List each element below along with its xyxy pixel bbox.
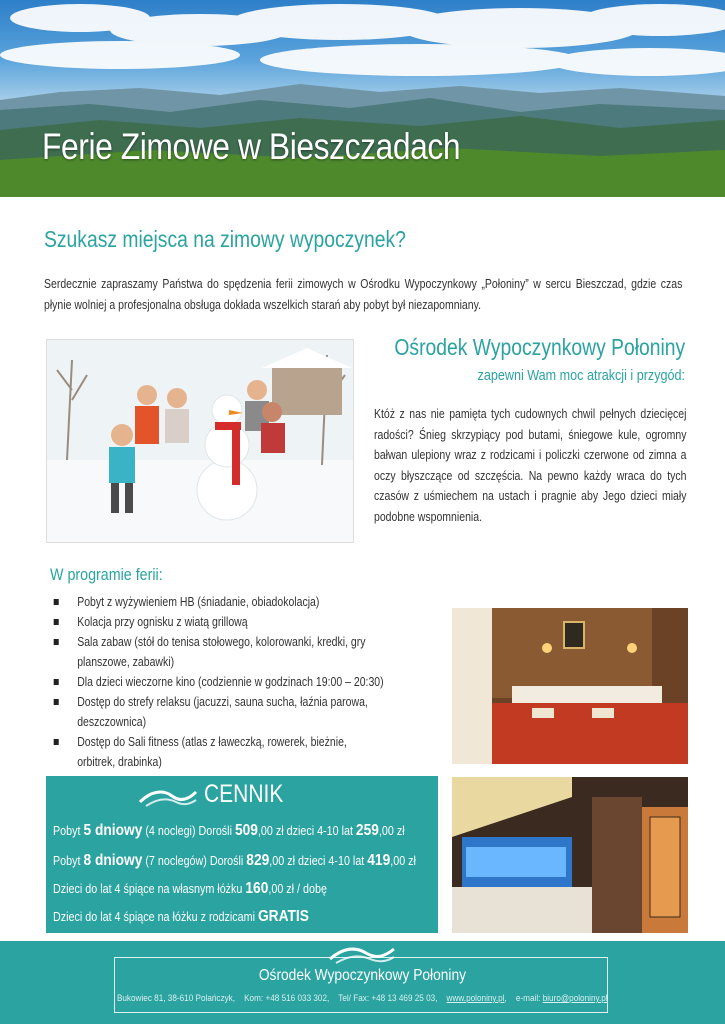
wave-logo-icon bbox=[138, 786, 198, 808]
list-item: Dostęp do strefy relaksu (jacuzzi, sauna sucha, łaźnia parowa, deszczownica) bbox=[52, 692, 371, 732]
footer bbox=[0, 941, 725, 1024]
footer-email-label: e-mail: bbox=[516, 993, 541, 1004]
page-title: Ferie Zimowe w Bieszczadach bbox=[42, 126, 461, 167]
list-item: Sala zabaw (stół do tenisa stołowego, kolorowanki, kredki, gry planszowe, zabawki) bbox=[52, 632, 371, 672]
bedroom-illustration bbox=[452, 608, 688, 764]
footer-company-name: Ośrodek Wypoczynkowy Połoniny bbox=[258, 967, 467, 984]
list-item: Kolacja przy ognisku z wiatą grillową bbox=[52, 612, 405, 632]
resort-subtitle: zapewni Wam moc atrakcji i przygód: bbox=[477, 367, 685, 384]
footer-tel-fax: Tel/ Fax: +48 13 469 25 03, bbox=[338, 993, 438, 1004]
list-item: Dostęp do Sali fitness (atlas z ławeczką, rowerek, bieżnie, orbitrek, drabinka) bbox=[52, 732, 354, 772]
resort-title: Ośrodek Wypoczynkowy Połoniny bbox=[394, 334, 685, 360]
footer-address: Bukowiec 81, 38-610 Polańczyk, bbox=[117, 993, 236, 1004]
header-banner bbox=[0, 0, 725, 197]
wave-logo-icon bbox=[326, 943, 398, 965]
program-title: W programie ferii: bbox=[50, 565, 163, 584]
hotel-room-photo bbox=[452, 608, 688, 764]
spa-photo bbox=[452, 777, 688, 933]
intro-text: Serdecznie zapraszamy Państwa do spędzenia ferii zimowych w Ośrodku Wypoczynkowy „Połoniny” w sercu Bieszczad, gdzie czas płynie wolniej a profesjonalna obsługa dokłada wszelkich starań aby pobyt był niezapomniany. bbox=[44, 277, 683, 312]
resort-paragraph: Któż z nas nie pamięta tych cudownych chwil pełnych dziecięcej radości? Śnieg skrzypiący pod butami, śniegowe kule, ogromny bałwan ulepiony wraz z rodzicami i policzki czerwone od zimna a oczy błyszczące od szczęścia. Na pewno każdy wraca do tych czasów z uśmiechem na ustach i pragnie aby Jego dzieci miały podobne wspomnienia. bbox=[374, 407, 687, 524]
program-list bbox=[52, 592, 405, 772]
price-line-8-day: Pobyt 8 dniowy (7 noclegów) Dorośli 829,00 zł dzieci 4-10 lat 419,00 zł bbox=[53, 852, 416, 869]
price-line-child-own-bed: Dzieci do lat 4 śpiące na własnym łóżku 160,00 zł / dobę bbox=[53, 880, 327, 897]
price-line-5-day: Pobyt 5 dniowy (4 noclegi) Dorośli 509,00 zł dzieci 4-10 lat 259,00 zł bbox=[53, 822, 405, 839]
list-item: Pobyt z wyżywieniem HB (śniadanie, obiadokolacja) bbox=[52, 592, 405, 612]
price-list bbox=[46, 776, 438, 933]
intro-heading: Szukasz miejsca na zimowy wypoczynek? bbox=[44, 226, 406, 252]
list-item: Dla dzieci wieczorne kino (codziennie w godzinach 19:00 – 20:30) bbox=[52, 672, 405, 692]
footer-contact: Bukowiec 81, 38-610 Polańczyk, Kom: +48 516 033 302, Tel/ Fax: +48 13 469 25 03, www.poloniny.pl, e-mail: biuro@poloniny.pl bbox=[117, 993, 608, 1004]
winter-scene-illustration bbox=[47, 340, 354, 543]
footer-phone: Kom: +48 516 033 302, bbox=[244, 993, 330, 1004]
footer-website-link[interactable]: www.poloniny.pl bbox=[446, 993, 505, 1004]
winter-family-photo bbox=[46, 339, 354, 543]
spa-illustration bbox=[452, 777, 688, 933]
price-list-title: CENNIK bbox=[204, 780, 284, 808]
price-line-child-shared-bed: Dzieci do lat 4 śpiące na łóżku z rodzicami GRATIS bbox=[53, 908, 309, 925]
footer-frame bbox=[114, 957, 608, 1013]
footer-email-link[interactable]: biuro@poloniny.pl bbox=[542, 993, 608, 1004]
